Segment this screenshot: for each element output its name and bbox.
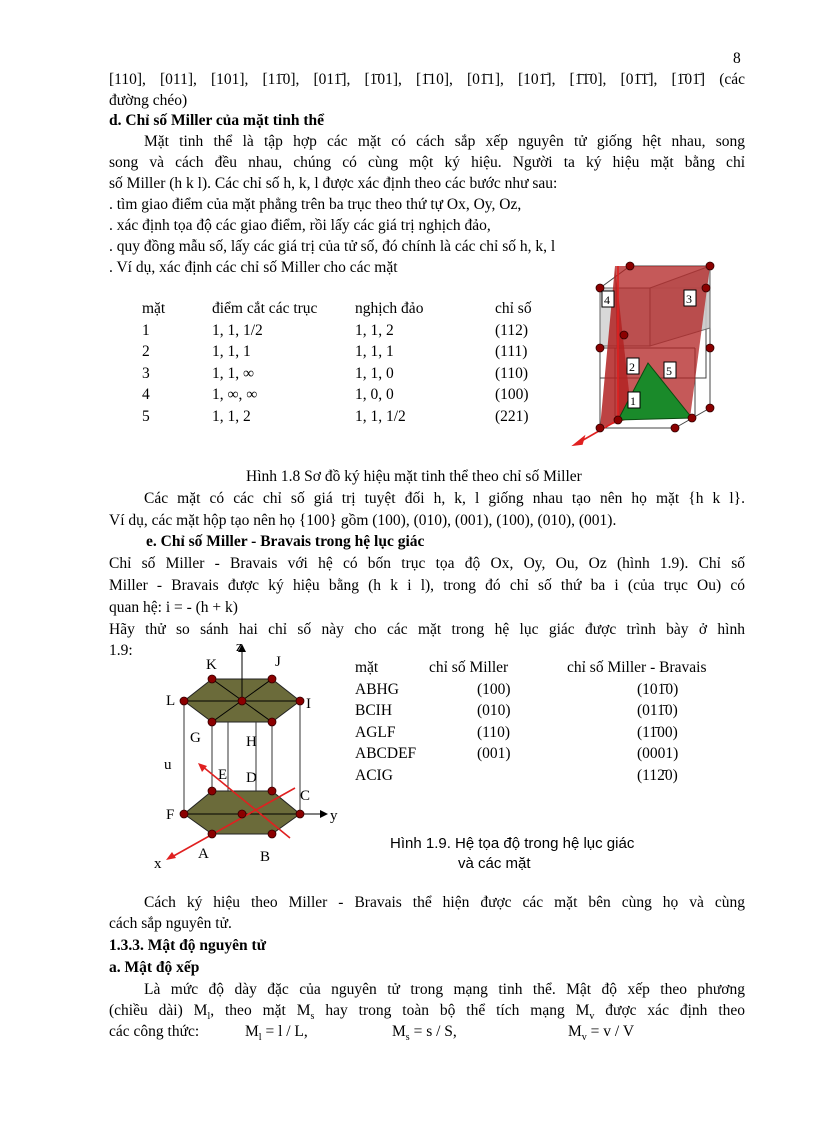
table-row xyxy=(355,679,737,701)
text-run: M xyxy=(245,1023,259,1040)
para-e-line-5: 1.9: xyxy=(109,642,133,659)
atom xyxy=(596,424,604,432)
label-D: D xyxy=(246,770,257,786)
miller-header-cell: nghịch đảo xyxy=(355,300,424,317)
table-row xyxy=(355,700,737,722)
text-run: M xyxy=(568,1023,582,1040)
miller-header-cell: chỉ số xyxy=(495,300,532,317)
label-L: L xyxy=(166,693,176,709)
bravais-table xyxy=(355,657,737,786)
atom xyxy=(208,787,216,795)
table-cell: 1, 1, ∞ xyxy=(212,364,255,382)
page-number: 8 xyxy=(733,50,741,67)
u-arrow-icon xyxy=(198,763,207,772)
text-run: , theo mặt M xyxy=(210,1002,311,1019)
miller-table-header xyxy=(142,298,555,320)
table-row xyxy=(142,341,555,363)
atom xyxy=(296,697,304,705)
table-cell: (001) xyxy=(477,745,511,762)
table-cell: AGLF xyxy=(355,723,396,741)
formula-ms xyxy=(392,1021,457,1048)
subscript: l xyxy=(207,1011,211,1023)
para-d-line-2: song và cách đều nhau, chúng có cùng một ký hiệu. Người ta ký hiệu mặt bằng chỉ xyxy=(109,154,745,171)
text-run: = s / S, xyxy=(409,1023,457,1040)
plane-label-2: 2 xyxy=(629,360,635,374)
family-line-1: Các mặt có các chỉ số giá trị tuyệt đối h, k, l giống nhau tạo nên họ mặt {h k l}. xyxy=(144,490,745,507)
directions-line-1: [110], [011], [101], [11̄0], [011̄], [1̄01], [1̄10], [01̄1], [101̄], [1̄1̄0], [01̄1̄], [1̄01̄] (các xyxy=(109,71,745,88)
label-A: A xyxy=(198,846,209,862)
figure-1-8-cube-diagram xyxy=(560,238,730,450)
atom xyxy=(688,414,696,422)
table-cell: ABHG xyxy=(355,680,399,698)
label-C: C xyxy=(300,788,311,804)
atom xyxy=(268,787,276,795)
step-1: . tìm giao điểm của mặt phẳng trên ba trục theo thứ tự Ox, Oy, Oz, xyxy=(109,196,522,213)
miller-header-cell: mặt xyxy=(142,300,166,317)
atom xyxy=(296,810,304,818)
table-row xyxy=(355,722,737,744)
bravais-header-cell: chỉ số Miller xyxy=(429,659,509,676)
atom xyxy=(671,424,679,432)
para-e-line-1: Chỉ số Miller - Bravais với hệ có bốn trục tọa độ Ox, Oy, Ou, Oz (hình 1.9). Chỉ số xyxy=(109,555,745,572)
table-row xyxy=(142,320,555,342)
fig19-labels xyxy=(154,639,338,872)
para-d-line-1: Mặt tinh thể là tập hợp các mặt có cách sắp xếp nguyên tử giống hệt nhau, song xyxy=(144,133,745,150)
table-cell: (010) xyxy=(477,702,511,719)
table-row xyxy=(355,743,737,765)
table-cell: (111) xyxy=(495,343,528,360)
atom xyxy=(702,284,710,292)
table-cell: (0001) xyxy=(637,745,679,762)
table-cell: (011̄0) xyxy=(637,702,678,719)
subscript: s xyxy=(405,1032,410,1044)
table-row xyxy=(355,765,737,787)
table-cell: 2 xyxy=(142,343,150,360)
label-H: H xyxy=(246,734,257,750)
table-cell: 4 xyxy=(142,386,150,403)
text-run: M xyxy=(392,1023,406,1040)
table-cell: 5 xyxy=(142,407,150,425)
miller-header-cell: điểm cắt các trục xyxy=(212,300,318,317)
conclusion-line-1: Cách ký hiệu theo Miller - Bravais thể hiện được các mặt bên cùng họ và cùng xyxy=(144,894,745,911)
atom xyxy=(706,404,714,412)
table-cell: (221) xyxy=(495,407,529,425)
formula-ml xyxy=(245,1021,308,1048)
figure-1-9-caption-line-2: và các mặt xyxy=(458,855,531,872)
label-E: E xyxy=(218,767,228,783)
label-I: I xyxy=(306,696,311,712)
section-a-heading: a. Mật độ xếp xyxy=(109,959,200,976)
table-cell: (100) xyxy=(495,386,529,403)
label-B: B xyxy=(260,849,271,865)
table-cell: 1, 1, 1 xyxy=(212,343,251,360)
text-run: hay trong toàn bộ thể tích mạng M xyxy=(314,1002,590,1019)
subscript: v xyxy=(589,1011,595,1023)
bravais-header-cell: chỉ số Miller - Bravais xyxy=(567,659,707,676)
table-cell: 1, ∞, ∞ xyxy=(212,386,258,403)
bravais-table-header xyxy=(355,657,737,679)
atom xyxy=(626,262,634,270)
table-cell: (101̄0) xyxy=(637,680,679,698)
para-e-line-4: Hãy thử so sánh hai chỉ số này cho các mặt trong hệ lục giác được trình bày ở hình xyxy=(109,621,745,638)
para-a-line-1: Là mức độ dày đặc của nguyên tử trong mạng tinh thể. Mật độ xếp theo phương xyxy=(144,981,745,998)
bravais-header-cell: mặt xyxy=(355,659,379,676)
section-e-heading: e. Chỉ số Miller - Bravais trong hệ lục giác xyxy=(146,533,425,550)
directions-line-2: đường chéo) xyxy=(109,92,188,109)
x-arrow-icon xyxy=(574,437,584,445)
atom xyxy=(180,697,188,705)
conclusion-line-2: cách sắp nguyên tử. xyxy=(109,915,232,932)
figure-1-9-caption-line-1: Hình 1.9. Hệ tọa độ trong hệ lục giác xyxy=(390,835,635,852)
label-z: z xyxy=(236,639,243,655)
atom xyxy=(268,675,276,683)
table-row xyxy=(142,384,555,406)
table-cell: 1, 1, 2 xyxy=(212,407,251,425)
table-cell xyxy=(429,765,567,787)
atom xyxy=(238,697,246,705)
table-cell: (112) xyxy=(495,321,528,339)
table-row xyxy=(142,406,555,428)
subscript: s xyxy=(310,1011,315,1023)
text-run: = l / L, xyxy=(261,1023,308,1040)
atom xyxy=(614,416,622,424)
atom xyxy=(620,331,628,339)
table-cell: 1, 1, 0 xyxy=(355,364,394,382)
table-cell: 1 xyxy=(142,321,150,339)
figure-1-9-hexagonal-diagram xyxy=(150,636,350,872)
table-cell: (100) xyxy=(477,680,511,698)
table-row xyxy=(142,363,555,385)
label-G: G xyxy=(190,730,201,746)
atom xyxy=(208,675,216,683)
atom xyxy=(706,344,714,352)
step-4: . Ví dụ, xác định các chỉ số Miller cho các mặt xyxy=(109,259,398,276)
plane-label-5: 5 xyxy=(666,364,672,378)
table-cell: (11̄00) xyxy=(637,723,678,741)
table-cell: (110) xyxy=(495,364,528,382)
table-cell: 1, 0, 0 xyxy=(355,386,394,403)
table-cell: (110) xyxy=(477,723,510,741)
section-1-3-3-heading: 1.3.3. Mật độ nguyên tử xyxy=(109,937,266,954)
table-cell: 3 xyxy=(142,364,150,382)
atom xyxy=(268,718,276,726)
step-2: . xác định tọa độ các giao điểm, rồi lấy các giá trị nghịch đảo, xyxy=(109,217,491,234)
table-cell: (112̄0) xyxy=(637,766,678,784)
table-cell: 1, 1, 2 xyxy=(355,321,394,339)
label-J: J xyxy=(275,654,281,670)
table-cell: 1, 1, 1/2 xyxy=(355,407,406,425)
para-e-line-2: Miller - Bravais được ký hiệu bằng (h k i l), trong đó chỉ số thứ ba i (của trục Ou) có xyxy=(109,577,745,594)
label-y: y xyxy=(330,808,338,824)
formula-label: các công thức: xyxy=(109,1023,200,1040)
atom xyxy=(180,810,188,818)
section-d-heading: d. Chỉ số Miller của mặt tinh thể xyxy=(109,112,324,129)
step-3: . quy đồng mẫu số, lấy các giá trị của tử số, đó chính là các chỉ số h, k, l xyxy=(109,238,556,255)
label-K: K xyxy=(206,657,217,673)
atom xyxy=(268,830,276,838)
text-run: = v / V xyxy=(586,1023,635,1040)
atom xyxy=(238,810,246,818)
miller-table xyxy=(142,298,555,427)
label-u: u xyxy=(164,757,172,773)
atom xyxy=(596,344,604,352)
x-arrow-icon xyxy=(166,852,176,860)
atom xyxy=(208,718,216,726)
label-x: x xyxy=(154,856,162,872)
plane-label-3: 3 xyxy=(686,292,692,306)
para-d-line-3: số Miller (h k l). Các chỉ số h, k, l được xác định theo các bước như sau: xyxy=(109,175,558,192)
family-line-2: Ví dụ, các mặt hộp tạo nên họ {100} gồm (100), (010), (001), (100), (010), (001). xyxy=(109,512,617,529)
subscript: v xyxy=(581,1032,587,1044)
para-e-line-3: quan hệ: i = - (h + k) xyxy=(109,599,238,616)
formula-mv xyxy=(568,1021,634,1048)
table-cell: ABCDEF xyxy=(355,745,417,762)
text-run: được xác định theo xyxy=(594,1002,746,1019)
table-cell: ACIG xyxy=(355,766,393,784)
atom xyxy=(706,262,714,270)
text-run: (chiều dài) M xyxy=(109,1002,208,1019)
plane-label-4: 4 xyxy=(604,293,610,307)
y-arrow-icon xyxy=(320,810,328,818)
table-cell: BCIH xyxy=(355,702,393,719)
atom xyxy=(208,830,216,838)
label-F: F xyxy=(166,807,175,823)
figure-1-8-caption: Hình 1.8 Sơ đồ ký hiệu mặt tinh thể theo chỉ số Miller xyxy=(246,468,582,485)
table-cell: 1, 1, 1/2 xyxy=(212,321,263,339)
table-cell: 1, 1, 1 xyxy=(355,343,394,360)
plane-label-1: 1 xyxy=(630,394,636,408)
subscript: l xyxy=(258,1032,262,1044)
